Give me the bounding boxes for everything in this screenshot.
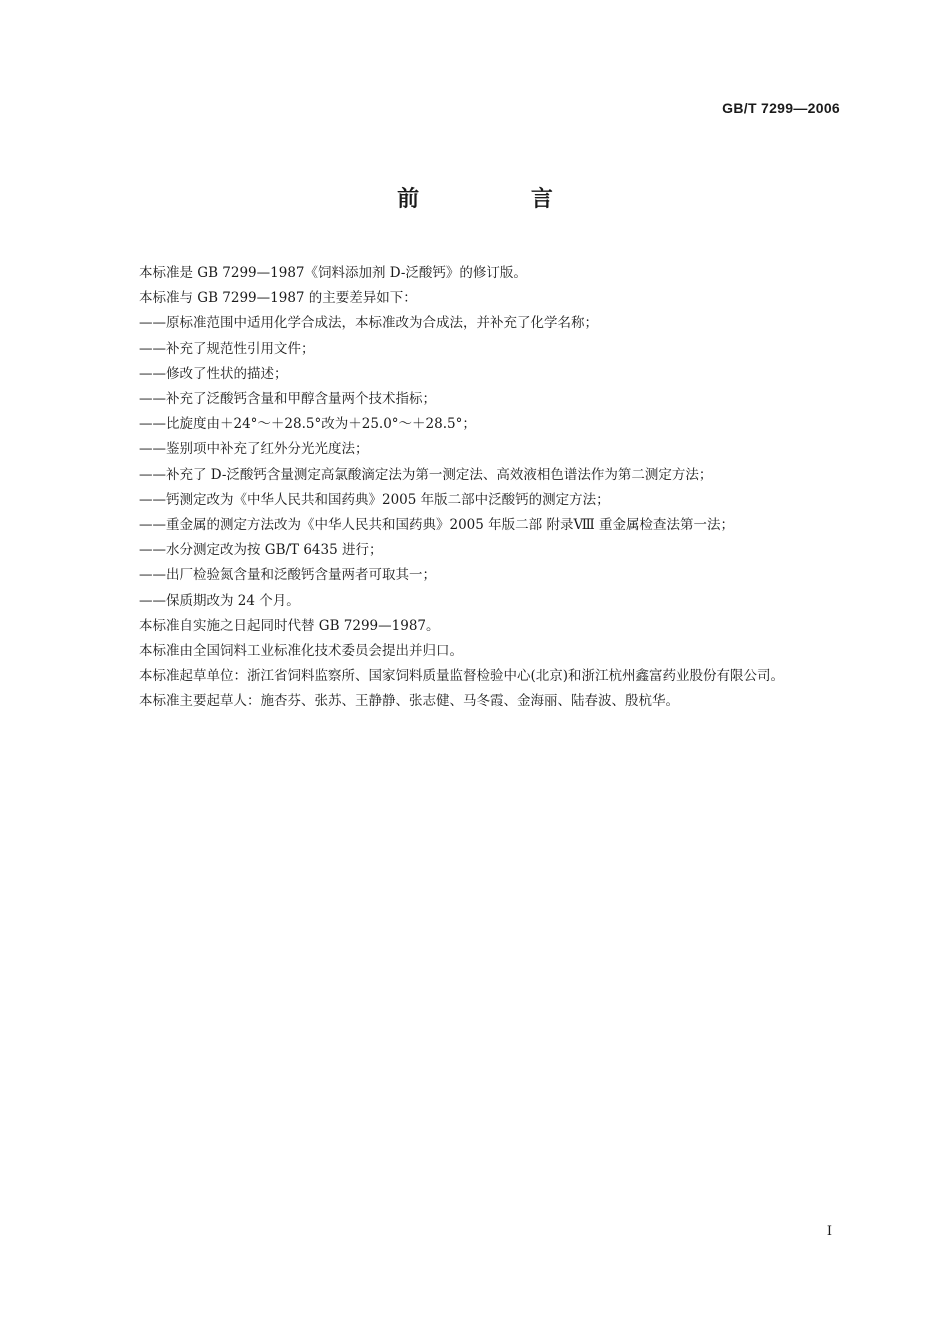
drafting-units-paragraph: 本标准起草单位：浙江省饲料监察所、国家饲料质量监督检验中心(北京)和浙江杭州鑫富药业股份有限公司。 [139, 668, 785, 685]
list-item: ——出厂检验氮含量和泛酸钙含量两者可取其一； [139, 567, 436, 584]
proposer-paragraph: 本标准由全国饲料工业标准化技术委员会提出并归口。 [139, 643, 463, 660]
list-item: ——水分测定改为按 GB/T 6435 进行； [139, 542, 383, 559]
standard-code: GB/T 7299—2006 [722, 100, 840, 116]
intro-paragraph: 本标准是 GB 7299—1987《饲料添加剂 D-泛酸钙》的修订版。 [139, 265, 527, 281]
list-item: ——补充了 D-泛酸钙含量测定高氯酸滴定法为第一测定法、高效液相色谱法作为第二测定方法； [139, 466, 713, 483]
changes-list [108, 311, 841, 613]
list-item: ——比旋度由＋24°～＋28.5°改为＋25.0°～＋28.5°； [139, 416, 476, 433]
diff-intro-paragraph: 本标准与 GB 7299—1987 的主要差异如下： [139, 290, 417, 307]
list-item: ——重金属的测定方法改为《中华人民共和国药典》2005 年版二部 附录Ⅷ 重金属检查法第一法； [139, 517, 734, 534]
page-title: 前 言 [397, 187, 605, 212]
page-number: I [826, 1224, 832, 1239]
document-body [108, 261, 841, 715]
list-item: ——原标准范围中适用化学合成法，本标准改为合成法，并补充了化学名称； [139, 315, 598, 332]
list-item: ——补充了泛酸钙含量和甲醇含量两个技术指标； [139, 391, 436, 408]
list-item: ——钙测定改为《中华人民共和国药典》2005 年版二部中泛酸钙的测定方法； [139, 491, 610, 508]
list-item: ——鉴别项中补充了红外分光光度法； [139, 441, 369, 458]
list-item: ——保质期改为 24 个月。 [139, 592, 300, 609]
drafters-paragraph: 本标准主要起草人：施杏芬、张苏、王静静、张志健、马冬霞、金海丽、陆春波、殷杭华。 [139, 693, 679, 710]
list-item: ——修改了性状的描述； [139, 365, 288, 382]
replace-paragraph: 本标准自实施之日起同时代替 GB 7299—1987。 [139, 617, 440, 634]
list-item: ——补充了规范性引用文件； [139, 340, 315, 357]
